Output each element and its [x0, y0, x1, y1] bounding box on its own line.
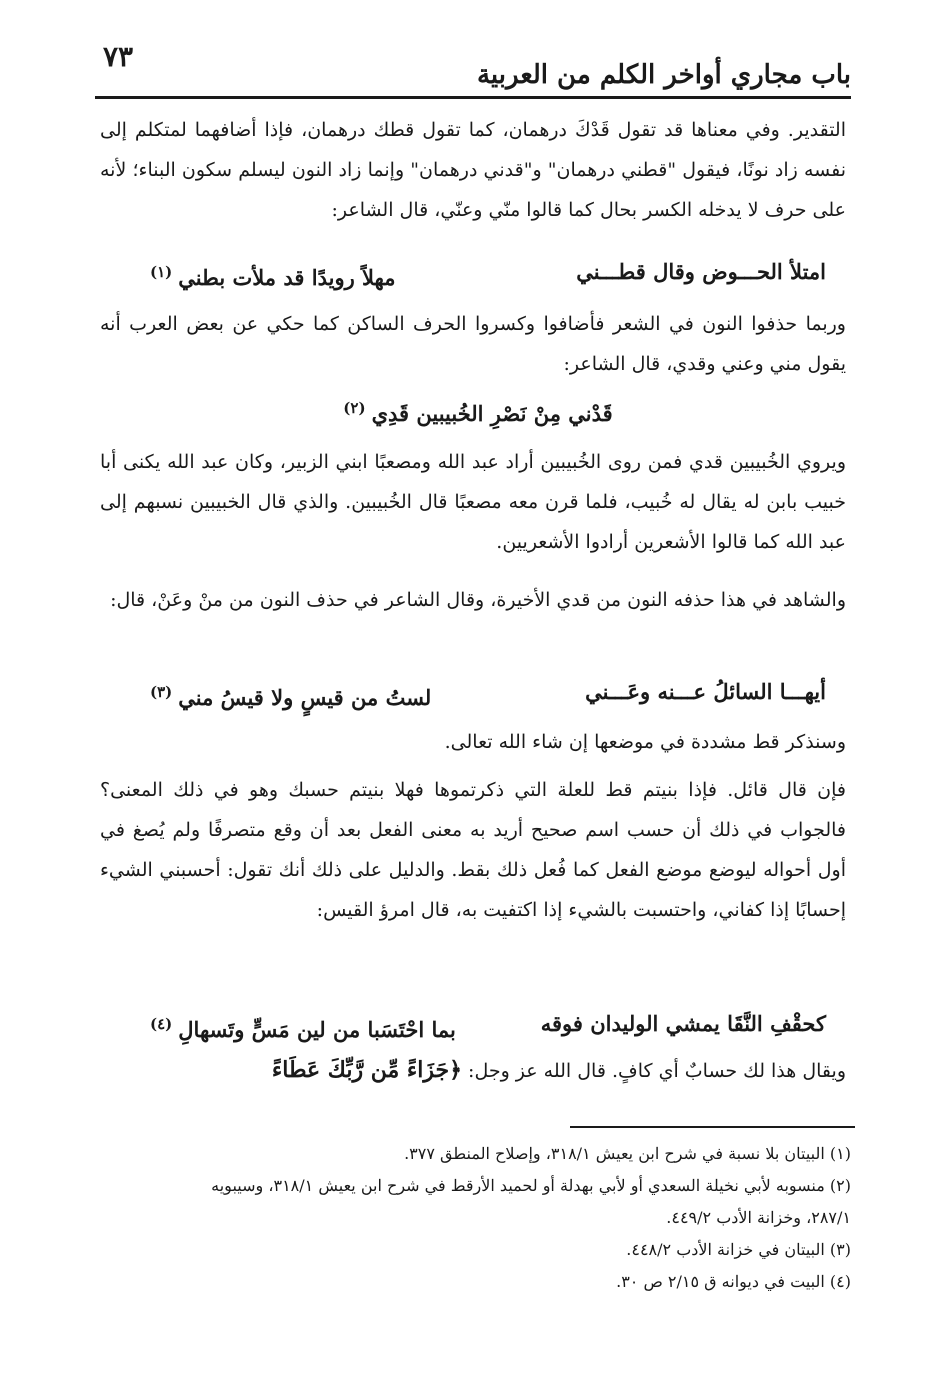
verse-1-second-hemistich: مهلاً رويدًا قد ملأت بطني$^{(١)}$ — [150, 263, 396, 290]
verse-2 — [130, 388, 826, 428]
running-title: باب مجاري أواخر الكلم من العربية — [476, 60, 851, 90]
footnote-2-continuation: ٢٨٧/١، وخزانة الأدب ٤٤٩/٢. — [666, 1208, 851, 1227]
verse-1-first-hemistich: امتلأ الحـــوض وقال قطـــني — [576, 259, 826, 284]
footnote-4: (٤) البيت في ديوانه ق ٢/١٥ ص ٣٠. — [616, 1272, 851, 1291]
paragraph-4: والشاهد في هذا حذفه النون من قدي الأخيرة، وقال الشاعر في حذف النون من منْ وعَنْ، قال: — [110, 589, 846, 611]
footnote-divider — [570, 1126, 855, 1128]
paragraph-7-text: ويقال هذا لك حسابٌ أي كافٍ. قال الله عز وجل: — [462, 1060, 846, 1082]
footnote-ref-3: (٣) — [150, 683, 173, 701]
paragraph-6: فإن قال قائل. فإذا بنيتم قط للعلة التي ذكرتموها فهلا بنيتم حسبك وهو في ذلك المعنى؟ فالجواب في ذلك أن حسب اسم صحيح أريد به معنى الفعل بعد أن وقع متصرفًا ولم يُصغ في أول أحواله ليوضع موضع الفعل كما فُعل ذلك بقط. والدليل على ذلك أنك تقول: أحسبني الشيء إحسابًا إذا كفاني، واحتسبت بالشيء إذا اكتفيت به، قال امرؤ القيس: — [100, 779, 846, 921]
verse-4-second-hemistich: بما احْتَسَبا من لين مَسٍّ وتَسهالِ$^{(٤)}$ — [150, 1015, 456, 1042]
verse-4 — [130, 1004, 826, 1044]
paragraph-2: وربما حذفوا النون في الشعر فأضافوا وكسروا الحرف الساكن كما حكي عن بعض العرب أنه يقول مني وعني وقدي، قال الشاعر: — [100, 313, 846, 375]
footnote-ref-1: (١) — [150, 263, 173, 281]
footnote-2: (٢) منسوبه لأبي نخيلة السعدي أو لأبي بهدلة أو لحميد الأرقط في شرح ابن يعيش ٣١٨/١، وسيبويه — [211, 1176, 851, 1195]
footnote-1: (١) البيتان بلا نسبة في شرح ابن يعيش ٣١٨/١، وإصلاح المنطق ٣٧٧. — [404, 1144, 851, 1163]
footnote-3: (٣) البيتان في خزانة الأدب ٤٤٨/٢. — [626, 1240, 851, 1259]
verse-3 — [130, 672, 826, 712]
paragraph-7 — [100, 1050, 846, 1091]
footnote-ref-2: (٢) — [343, 399, 366, 417]
footnote-ref-4: (٤) — [150, 1015, 173, 1033]
page-header — [95, 40, 851, 99]
page-number: ٧٣ — [103, 40, 134, 73]
paragraph-1: التقدير. وفي معناها قد تقول قَدْكَ درهمان، كما تقول قطك درهمان، فإذا أضافهما لمتكلم إلى نفسه زاد نونًا، فيقول "قطني درهمان" و"قدني درهمان" وإنما زاد النون ليسلم سكون البناء؛ لأنه على حرف لا يدخله الكسر بحال كما قالوا منّي وعنّي، قال الشاعر: — [100, 119, 846, 221]
verse-4-first-hemistich: كحقْفِ النَّقَا يمشي الوليدان فوقه — [540, 1011, 826, 1036]
footnotes — [95, 1138, 851, 1298]
verse-3-second-hemistich: لستُ من قيسٍ ولا قيسُ مني$^{(٣)}$ — [150, 683, 432, 710]
verse-3-first-hemistich: أيهـــا السائلُ عـــنه وعَـــني — [585, 679, 826, 704]
verse-1 — [130, 252, 826, 292]
quran-quote: ﴿جَزَاءً مِّن رَّبِّكَ عَطَاءً — [271, 1057, 463, 1083]
verse-2-line: قَدْني مِنْ نَصْرِ الخُبيبين قَدِي$^{(٢)}$ — [343, 399, 613, 426]
paragraph-5: وسنذكر قط مشددة في موضعها إن شاء الله تعالى. — [444, 731, 846, 753]
paragraph-3: ويروي الخُبيبين قدي فمن روى الخُبيبين أراد عبد الله ومصعبًا ابني الزبير، وكان عبد الله يكنى أبا خبيب بابن له يقال له خُبيب، فلما قرن معه مصعبًا قال الخُبيبين. والذي قال الخبيبين نسبهم إلى عبد الله كما قالوا الأشعرين أرادوا الأشعريين. — [100, 451, 846, 553]
